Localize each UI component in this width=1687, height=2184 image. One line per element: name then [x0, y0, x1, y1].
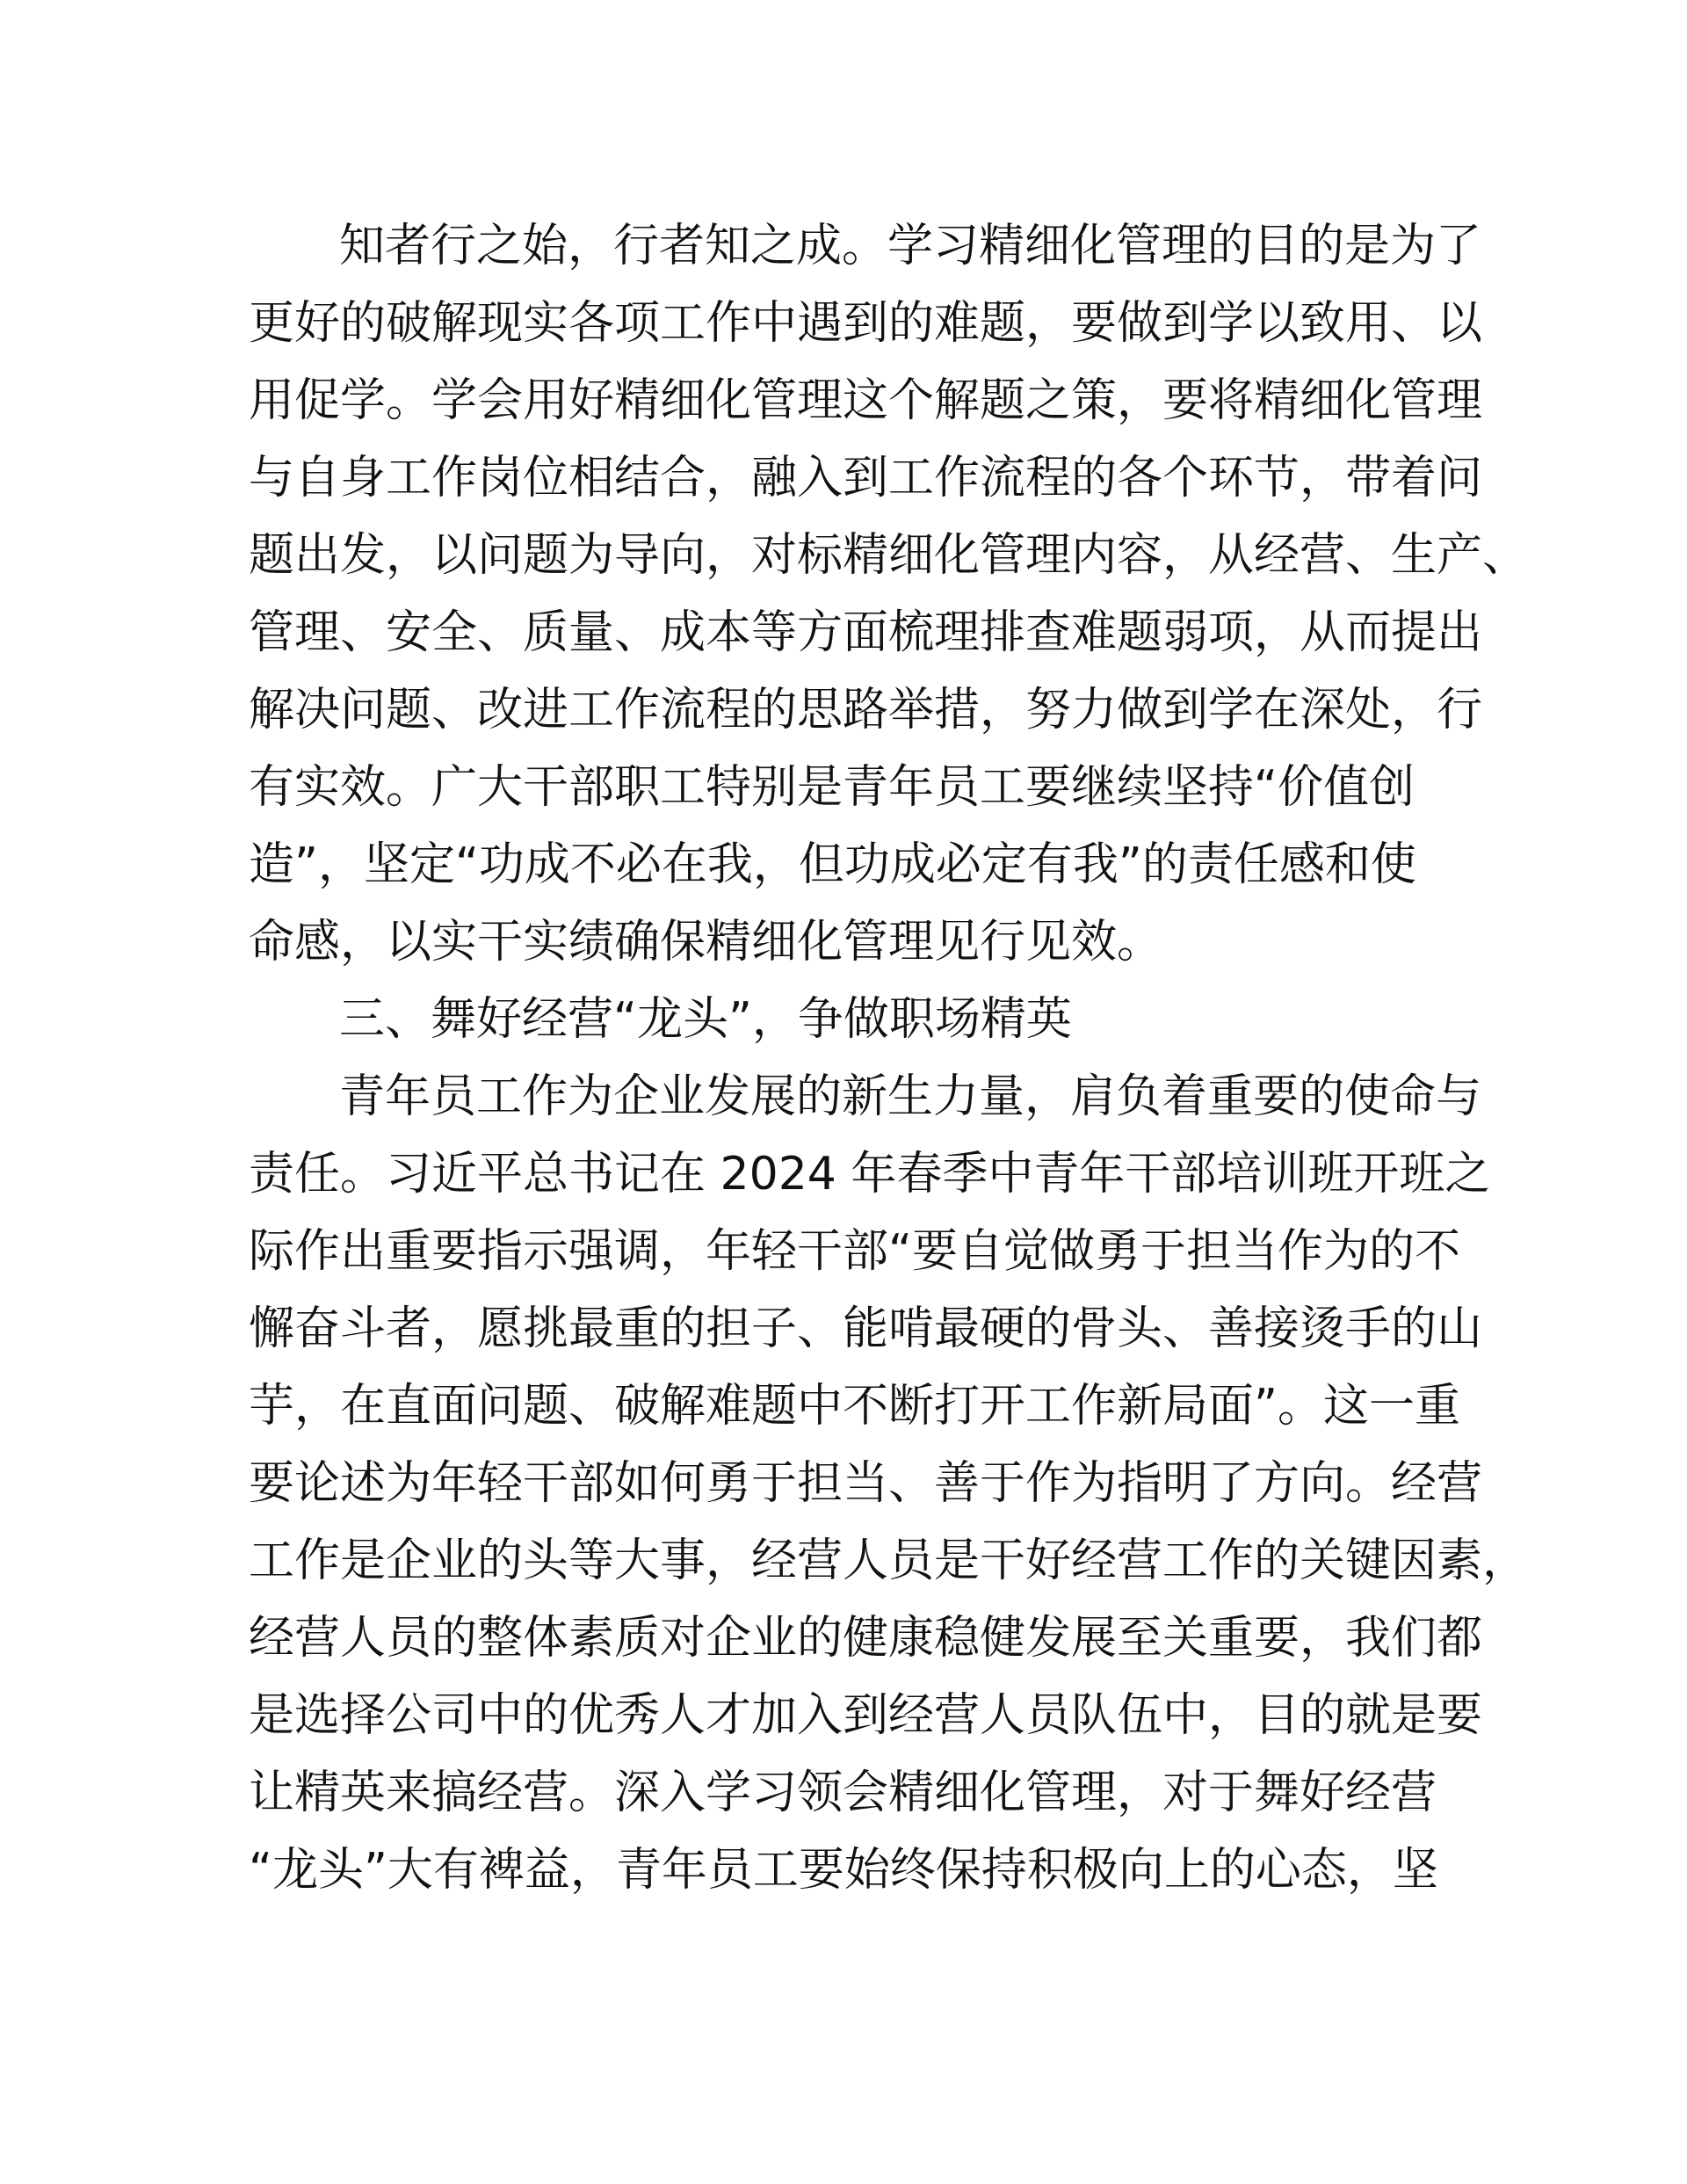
- paragraph-1: [249, 207, 1529, 981]
- paragraph-line: 经营人员的整体素质对企业的健康稳健发展至关重要，我们都: [249, 1612, 1483, 1665]
- section-heading: [249, 981, 1444, 1058]
- paragraph-line: 有实效。广大干部职工特别是青年员工要继续坚持“价值创: [249, 761, 1415, 814]
- paragraph-line: 青年员工作为企业发展的新生力量，肩负着重要的使命与: [339, 1070, 1482, 1123]
- paragraph-line: 知者行之始，行者知之成。学习精细化管理的目的是为了: [339, 220, 1482, 272]
- paragraph-line: 与自身工作岗位相结合，融入到工作流程的各个环节，带着问: [249, 452, 1483, 504]
- paragraph-line: 用促学。学会用好精细化管理这个解题之策，要将精细化管理: [249, 374, 1483, 427]
- section-heading-text: 三、舞好经营“龙头”，争做职场精英: [339, 993, 1072, 1046]
- paragraph-line: 题出发，以问题为导向，对标精细化管理内容，从经营、生产、: [249, 529, 1529, 582]
- paragraph-line: 懈奋斗者，愿挑最重的担子、能啃最硬的骨头、善接烫手的山: [249, 1302, 1483, 1355]
- paragraph-line: 是选择公司中的优秀人才加入到经营人员队伍中，目的就是要: [249, 1689, 1483, 1742]
- paragraph-line: 让精英来搞经营。深入学习领会精细化管理，对于舞好经营: [249, 1767, 1437, 1819]
- paragraph-line: 命感，以实干实绩确保精细化管理见行见效。: [249, 916, 1163, 969]
- paragraph-line: 管理、安全、质量、成本等方面梳理排查难题弱项，从而提出: [249, 606, 1483, 659]
- paragraph-line: “龙头”大有裨益，青年员工要始终保持积极向上的心态，坚: [249, 1844, 1438, 1897]
- paragraph-line: 要论述为年轻干部如何勇于担当、善于作为指明了方向。经营: [249, 1457, 1483, 1510]
- paragraph-line: 更好的破解现实各项工作中遇到的难题，要做到学以致用、以: [249, 297, 1483, 350]
- paragraph-2: [249, 1058, 1529, 1909]
- paragraph-line: 解决问题、改进工作流程的思路举措，努力做到学在深处，行: [249, 684, 1483, 736]
- paragraph-line: 际作出重要指示强调，年轻干部“要自觉做勇于担当作为的不: [249, 1225, 1460, 1278]
- paragraph-line: 造”，坚定“功成不必在我，但功成必定有我”的责任感和使: [249, 838, 1416, 891]
- document-body: [249, 207, 1529, 1909]
- paragraph-line: 芋，在直面问题、破解难题中不断打开工作新局面”。这一重: [249, 1380, 1460, 1433]
- paragraph-line: 责任。习近平总书记在 2024 年春季中青年干部培训班开班之: [249, 1148, 1491, 1201]
- paragraph-line: 工作是企业的头等大事，经营人员是干好经营工作的关键因素，: [249, 1535, 1529, 1587]
